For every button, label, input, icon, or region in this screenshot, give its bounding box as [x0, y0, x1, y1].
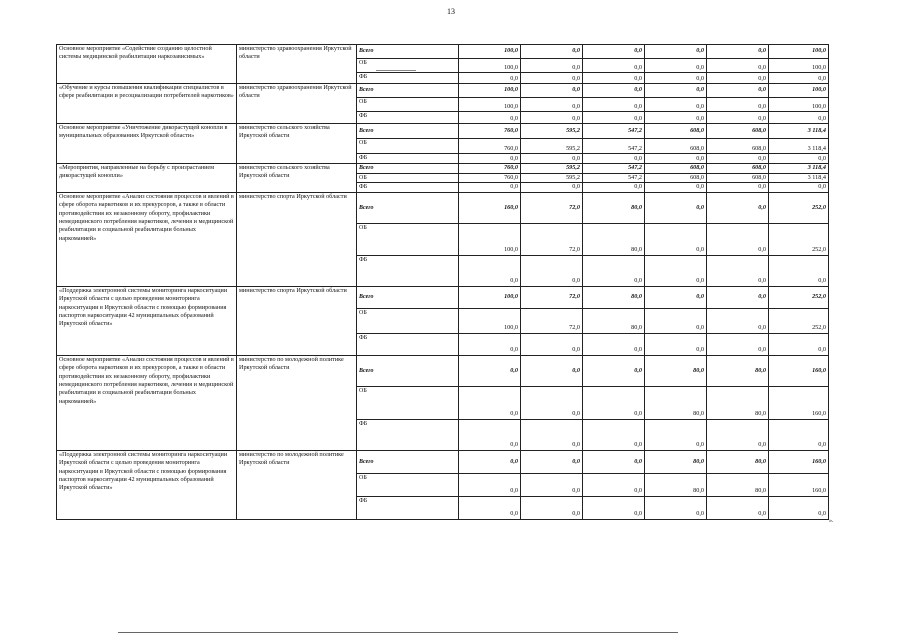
- year-value-cell: 608,0: [645, 139, 707, 154]
- total-value-cell: 160,0: [769, 450, 829, 473]
- year-value-cell: 0,0: [583, 473, 645, 496]
- funding-source-cell: ОБ: [357, 98, 459, 112]
- year-value-cell: 608,0: [707, 164, 769, 174]
- total-value-cell: 100,0: [769, 84, 829, 98]
- total-value-cell: 160,0: [769, 386, 829, 419]
- year-value-cell: 0,0: [645, 59, 707, 73]
- funding-source-cell: ОБ: [357, 139, 459, 154]
- funding-source-cell: Всего: [357, 45, 459, 59]
- total-value-cell: 3 118,4: [769, 174, 829, 183]
- funding-source-cell: ОБ: [357, 386, 459, 419]
- year-value-cell: 0,0: [521, 84, 583, 98]
- responsible-cell: министерство спорта Иркутской области: [237, 286, 357, 355]
- total-value-cell: 252,0: [769, 308, 829, 333]
- year-value-cell: 547,2: [583, 164, 645, 174]
- funding-source-cell: ФБ: [357, 183, 459, 192]
- year-value-cell: 0,0: [521, 419, 583, 450]
- year-value-cell: 0,0: [583, 450, 645, 473]
- funding-source-cell: ФБ: [357, 419, 459, 450]
- year-value-cell: 0,0: [583, 98, 645, 112]
- funding-source-cell: Всего: [357, 192, 459, 223]
- year-value-cell: 100,0: [459, 286, 521, 308]
- year-value-cell: 0,0: [645, 255, 707, 286]
- scan-edge-line: [118, 632, 678, 633]
- year-value-cell: 0,0: [521, 255, 583, 286]
- total-value-cell: 252,0: [769, 286, 829, 308]
- total-value-cell: 252,0: [769, 223, 829, 255]
- year-value-cell: 0,0: [645, 183, 707, 192]
- year-value-cell: 760,0: [459, 174, 521, 183]
- year-value-cell: 0,0: [707, 223, 769, 255]
- year-value-cell: 0,0: [645, 223, 707, 255]
- funding-source-cell: Всего: [357, 164, 459, 174]
- year-value-cell: 0,0: [583, 355, 645, 386]
- year-value-cell: 0,0: [583, 154, 645, 164]
- year-value-cell: 80,0: [583, 223, 645, 255]
- year-value-cell: 0,0: [521, 59, 583, 73]
- funding-source-cell: ОБ: [357, 223, 459, 255]
- funding-source-cell: ФБ: [357, 112, 459, 124]
- funding-source-cell: ФБ: [357, 496, 459, 519]
- funding-source-cell: Всего: [357, 124, 459, 139]
- total-value-cell: 3 118,4: [769, 124, 829, 139]
- year-value-cell: 0,0: [521, 355, 583, 386]
- year-value-cell: 0,0: [645, 419, 707, 450]
- responsible-cell: министерство сельского хозяйства Иркутской области: [237, 164, 357, 193]
- total-value-cell: 3 118,4: [769, 164, 829, 174]
- year-value-cell: 72,0: [521, 192, 583, 223]
- year-value-cell: 0,0: [521, 73, 583, 84]
- table-row: [57, 84, 829, 98]
- year-value-cell: 0,0: [521, 386, 583, 419]
- activity-cell: Основное мероприятие «Уничтожение дикорастущей конопли в муниципальных образованиях Иркутской области»: [57, 124, 237, 164]
- responsible-cell: министерство спорта Иркутской области: [237, 192, 357, 286]
- total-value-cell: 0,0: [769, 73, 829, 84]
- year-value-cell: 0,0: [583, 84, 645, 98]
- year-value-cell: 0,0: [521, 473, 583, 496]
- year-value-cell: 0,0: [707, 112, 769, 124]
- year-value-cell: 0,0: [459, 473, 521, 496]
- year-value-cell: 0,0: [583, 59, 645, 73]
- year-value-cell: 0,0: [645, 84, 707, 98]
- year-value-cell: 0,0: [459, 333, 521, 355]
- year-value-cell: 547,2: [583, 174, 645, 183]
- year-value-cell: 0,0: [459, 154, 521, 164]
- funding-source-cell: ФБ: [357, 333, 459, 355]
- year-value-cell: 0,0: [583, 496, 645, 519]
- funding-source-cell: Всего: [357, 355, 459, 386]
- total-value-cell: 0,0: [769, 496, 829, 519]
- responsible-cell: министерство сельского хозяйства Иркутской области: [237, 124, 357, 164]
- trailing-mark: ».: [829, 518, 834, 524]
- year-value-cell: 100,0: [459, 98, 521, 112]
- year-value-cell: 0,0: [459, 112, 521, 124]
- total-value-cell: 252,0: [769, 192, 829, 223]
- year-value-cell: 0,0: [707, 419, 769, 450]
- year-value-cell: 0,0: [459, 73, 521, 84]
- year-value-cell: 0,0: [707, 496, 769, 519]
- year-value-cell: 0,0: [521, 154, 583, 164]
- year-value-cell: 0,0: [707, 308, 769, 333]
- year-value-cell: 0,0: [707, 84, 769, 98]
- year-value-cell: 0,0: [459, 386, 521, 419]
- year-value-cell: 80,0: [707, 450, 769, 473]
- year-value-cell: 0,0: [583, 45, 645, 59]
- total-value-cell: 0,0: [769, 154, 829, 164]
- year-value-cell: 0,0: [521, 333, 583, 355]
- table-row: [57, 164, 829, 174]
- year-value-cell: 80,0: [707, 355, 769, 386]
- year-value-cell: 0,0: [645, 192, 707, 223]
- funding-table: [56, 44, 829, 520]
- year-value-cell: 0,0: [521, 112, 583, 124]
- total-value-cell: 160,0: [769, 355, 829, 386]
- total-value-cell: 0,0: [769, 255, 829, 286]
- funding-source-cell: ОБ: [357, 59, 459, 73]
- year-value-cell: 80,0: [707, 473, 769, 496]
- year-value-cell: 72,0: [521, 223, 583, 255]
- year-value-cell: 608,0: [707, 139, 769, 154]
- year-value-cell: 760,0: [459, 124, 521, 139]
- year-value-cell: 608,0: [645, 164, 707, 174]
- table-row: [57, 124, 829, 139]
- table-row: [57, 45, 829, 59]
- year-value-cell: 80,0: [645, 355, 707, 386]
- responsible-cell: министерство здравоохранения Иркутской области: [237, 45, 357, 84]
- year-value-cell: 0,0: [459, 450, 521, 473]
- year-value-cell: 0,0: [707, 98, 769, 112]
- activity-cell: Основное мероприятие «Анализ состояния процессов и явлений в сфере оборота наркотиков и их прекурсоров, а также в области противодействия их незаконному обороту, профилактики немедицинского потребления наркотиков, лечения и медицинской реабилитации и социальной реабилитации больных наркоманией»: [57, 192, 237, 286]
- funding-source-cell: Всего: [357, 84, 459, 98]
- total-value-cell: 100,0: [769, 59, 829, 73]
- year-value-cell: 0,0: [583, 333, 645, 355]
- year-value-cell: 0,0: [521, 496, 583, 519]
- total-value-cell: 0,0: [769, 112, 829, 124]
- year-value-cell: 608,0: [707, 174, 769, 183]
- total-value-cell: 0,0: [769, 333, 829, 355]
- funding-source-cell: ФБ: [357, 73, 459, 84]
- year-value-cell: 72,0: [521, 286, 583, 308]
- year-value-cell: 0,0: [645, 98, 707, 112]
- year-value-cell: 760,0: [459, 139, 521, 154]
- year-value-cell: 0,0: [645, 112, 707, 124]
- funding-source-cell: ФБ: [357, 255, 459, 286]
- year-value-cell: 100,0: [459, 45, 521, 59]
- year-value-cell: 80,0: [707, 386, 769, 419]
- activity-cell: «Обучение и курсы повышения квалификации специалистов в сфере реабилитации и ресоциализации потребителей наркотиков»: [57, 84, 237, 124]
- year-value-cell: 0,0: [707, 45, 769, 59]
- year-value-cell: 80,0: [645, 450, 707, 473]
- year-value-cell: 595,2: [521, 124, 583, 139]
- funding-source-cell: ОБ: [357, 473, 459, 496]
- year-value-cell: 0,0: [645, 154, 707, 164]
- year-value-cell: 595,2: [521, 164, 583, 174]
- year-value-cell: 0,0: [583, 73, 645, 84]
- year-value-cell: 72,0: [521, 308, 583, 333]
- year-value-cell: 100,0: [459, 223, 521, 255]
- scan-artifact: [376, 70, 416, 71]
- responsible-cell: министерство по молодежной политике Иркутской области: [237, 355, 357, 450]
- year-value-cell: 0,0: [645, 333, 707, 355]
- year-value-cell: 0,0: [459, 183, 521, 192]
- year-value-cell: 80,0: [645, 386, 707, 419]
- funding-source-cell: Всего: [357, 286, 459, 308]
- year-value-cell: 80,0: [645, 473, 707, 496]
- year-value-cell: 80,0: [583, 286, 645, 308]
- table-row: [57, 355, 829, 386]
- year-value-cell: 80,0: [583, 192, 645, 223]
- year-value-cell: 0,0: [521, 98, 583, 112]
- year-value-cell: 0,0: [521, 450, 583, 473]
- year-value-cell: 760,0: [459, 164, 521, 174]
- responsible-cell: министерство здравоохранения Иркутской области: [237, 84, 357, 124]
- activity-cell: Основное мероприятие «Содействие созданию целостной системы медицинской реабилитации наркозависимых»: [57, 45, 237, 84]
- responsible-cell: министерство по молодежной политике Иркутской области: [237, 450, 357, 519]
- table-row: [57, 450, 829, 473]
- activity-cell: Основное мероприятие «Анализ состояния процессов и явлений в сфере оборота наркотиков и их прекурсоров, а также в области противодействия их незаконному обороту, профилактики немедицинского потребления наркотиков, лечения и медицинской реабилитации и социальной реабилитации больных наркоманией»: [57, 355, 237, 450]
- year-value-cell: 160,0: [459, 192, 521, 223]
- year-value-cell: 0,0: [707, 333, 769, 355]
- activity-cell: «Поддержка электронной системы мониторинга наркоситуации Иркутской области с целью проведения мониторинга наркоситуации в Иркутской области с помощью формирования паспортов наркоситуации 42 муниципальных образований Иркутской области»: [57, 286, 237, 355]
- year-value-cell: 0,0: [707, 286, 769, 308]
- year-value-cell: 0,0: [645, 286, 707, 308]
- total-value-cell: 100,0: [769, 45, 829, 59]
- total-value-cell: 100,0: [769, 98, 829, 112]
- total-value-cell: 160,0: [769, 473, 829, 496]
- year-value-cell: 595,2: [521, 174, 583, 183]
- year-value-cell: 0,0: [707, 255, 769, 286]
- year-value-cell: 608,0: [645, 174, 707, 183]
- year-value-cell: 608,0: [707, 124, 769, 139]
- year-value-cell: 547,2: [583, 124, 645, 139]
- year-value-cell: 0,0: [707, 192, 769, 223]
- year-value-cell: 0,0: [707, 154, 769, 164]
- year-value-cell: 0,0: [707, 183, 769, 192]
- year-value-cell: 0,0: [583, 255, 645, 286]
- activity-cell: «Поддержка электронной системы мониторинга наркоситуации Иркутской области с целью проведения мониторинга наркоситуации в Иркутской области с помощью формирования паспортов наркоситуации 42 муниципальных образований Иркутской области»: [57, 450, 237, 519]
- funding-source-cell: ФБ: [357, 154, 459, 164]
- total-value-cell: 0,0: [769, 419, 829, 450]
- table-row: [57, 286, 829, 308]
- year-value-cell: 0,0: [583, 419, 645, 450]
- funding-source-cell: Всего: [357, 450, 459, 473]
- total-value-cell: 3 118,4: [769, 139, 829, 154]
- year-value-cell: 0,0: [645, 73, 707, 84]
- year-value-cell: 0,0: [583, 112, 645, 124]
- year-value-cell: 0,0: [521, 183, 583, 192]
- year-value-cell: 0,0: [521, 45, 583, 59]
- year-value-cell: 100,0: [459, 59, 521, 73]
- table-row: [57, 192, 829, 223]
- total-value-cell: 0,0: [769, 183, 829, 192]
- year-value-cell: 0,0: [459, 255, 521, 286]
- funding-source-cell: ОБ: [357, 174, 459, 183]
- year-value-cell: 595,2: [521, 139, 583, 154]
- year-value-cell: 547,2: [583, 139, 645, 154]
- year-value-cell: 0,0: [583, 386, 645, 419]
- year-value-cell: 0,0: [645, 308, 707, 333]
- table-body: [57, 45, 829, 520]
- year-value-cell: 100,0: [459, 308, 521, 333]
- year-value-cell: 0,0: [645, 496, 707, 519]
- year-value-cell: 100,0: [459, 84, 521, 98]
- year-value-cell: 0,0: [459, 419, 521, 450]
- activity-cell: «Мероприятия, направленные на борьбу с произрастанием дикорастущей конопли»: [57, 164, 237, 193]
- year-value-cell: 0,0: [459, 355, 521, 386]
- year-value-cell: 0,0: [707, 73, 769, 84]
- year-value-cell: 0,0: [583, 183, 645, 192]
- year-value-cell: 0,0: [459, 496, 521, 519]
- funding-source-cell: ОБ: [357, 308, 459, 333]
- year-value-cell: 608,0: [645, 124, 707, 139]
- page-number: 13: [447, 7, 455, 16]
- year-value-cell: 80,0: [583, 308, 645, 333]
- year-value-cell: 0,0: [645, 45, 707, 59]
- year-value-cell: 0,0: [707, 59, 769, 73]
